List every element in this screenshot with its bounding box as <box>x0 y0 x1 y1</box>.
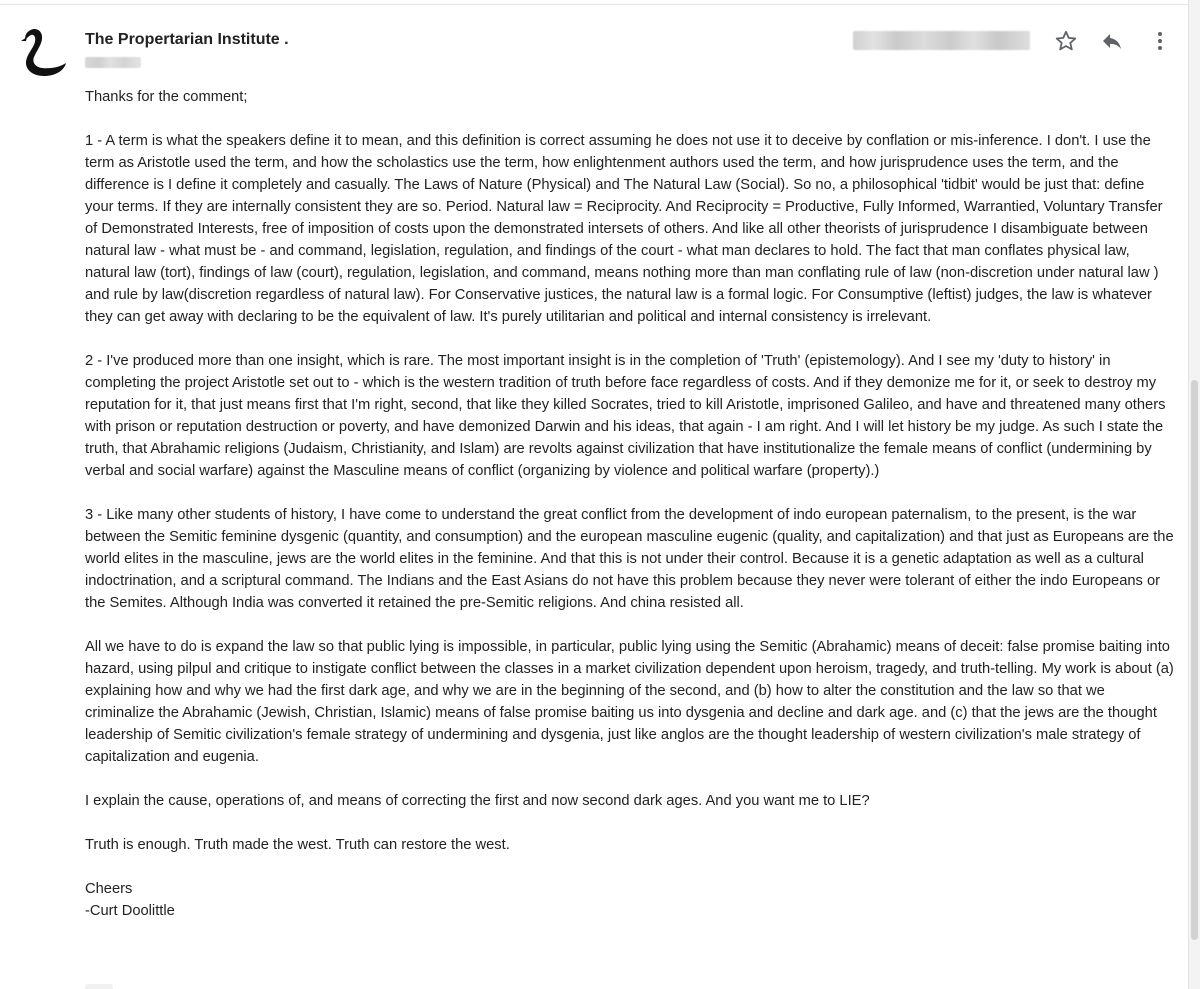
message-date-redacted <box>853 31 1030 50</box>
message-greeting: Thanks for the comment; <box>85 89 248 105</box>
message-paragraph-6: Truth is enough. Truth made the west. Truth can restore the west. <box>85 837 510 853</box>
star-button[interactable] <box>1053 28 1079 54</box>
message-paragraph-5: I explain the cause, operations of, and means of correcting the first and now second dark ages. And you want me to LIE? <box>85 793 870 809</box>
message-paragraph-3: 3 - Like many other students of history, I have come to understand the great conflict from the development of indo european paternalism, to the present, is the war between the Semitic feminine dysgenic (quantity, and consumption) and the european masculine eugenic (quality, and capitalization) and that just as Europeans are the world elites in the masculine, jews are the world elites in the feminine. And that this is not under their control. Because it is a genetic adaptation as well as a cultural indoctrination, and a scriptural command. The Indians and the East Asians do not have this problem because they never were tolerant of either the indo Europeans or the Semites. Although India was converted it retained the pre-Semitic religions. And china resisted all. <box>85 507 1174 611</box>
message-paragraph-2: 2 - I've produced more than one insight, which is rare. The most important insight is in the completion of 'Truth' (epistemology). And I see my 'duty to history' in completing the project Aristotle set out to - which is the western tradition of truth before face regardless of costs. And if they demonize me for it, or seek to destroy my reputation for it, that just means first that I'm right, second, that like they killed Socrates, tried to kill Aristotle, imprisoned Galileo, and have and threatened many others with prison or reputation destruction or poverty, and have demonized Darwin and his ideas, that again - I am right. And I will let history be my judge. As such I state the truth, that Abrahamic religions (Judaism, Christianity, and Islam) are revolts against civilization that have institutionalize the female means of conflict (undermining by verbal and social warfare) against the Masculine means of conflict (organizing by violence and political warfare (property).) <box>85 353 1166 479</box>
reply-button[interactable] <box>1099 28 1125 54</box>
message-closing: Cheers <box>85 881 133 897</box>
message-signature: -Curt Doolittle <box>85 903 175 919</box>
vertical-dots-icon <box>1148 29 1172 53</box>
star-outline-icon <box>1054 29 1078 53</box>
message-paragraph-4: All we have to do is expand the law so that public lying is impossible, in particular, public lying using the Semitic (Abrahamic) means of deceit: false promise baiting into hazard, using pilpul and critique to instigate conflict between the classes in a market civilization dependent upon heroism, tragedy, and truth-telling. My work is about (a) explaining how and why we had the first dark age, and why we are in the beginning of the second, and (b) how to alter the constitution and the law so that we criminalize the Abrahamic (Jewish, Christian, Islamic) means of false promise baiting us into dysgenia and decline and dark age. and (c) that the jews are the thought leadership of Semitic civilization's female strategy of undermining and dysgenia, just like anglos are the thought leadership of western civilization's male strategy of capitalization and eugenia. <box>85 639 1174 765</box>
trimmed-content-toggle[interactable] <box>85 984 113 989</box>
scrollbar-track[interactable] <box>1188 0 1200 989</box>
sender-name: The Propertarian Institute . <box>85 31 289 48</box>
message-paragraph-1: 1 - A term is what the speakers define it to mean, and this definition is correct assuming he does not use it to deceive by conflation or mis-inference. I don't. I use the term as Aristotle used the term, and how the scholastics use the term, how enlightenment authors used the term, and how jurisprudence uses the term, and the difference is I define it completely and casually. The Laws of Nature (Physical) and The Natural Law (Social). So no, a philosophical 'tidbit' would be just that: define your terms. If they are internally consistent they are so. Period. Natural law = Reciprocity. And Reciprocity = Productive, Fully Informed, Warrantied, Voluntary Transfer of Demonstrated Interests, free of imposition of costs upon the demonstrated intersets of others. And like all other theorists of jurisprudence I disambiguate between natural law - what must be - and command, legislation, regulation, and findings of the court - what man declares to hold. The fact that man conflates physical law, natural law (tort), findings of law (court), regulation, legislation, and command, means nothing more than man conflating rule of law (non-discretion under natural law ) and rule by law(discretion regardless of natural law). For Conservative justices, the natural law is a formal logic. For Consumptive (leftist) judges, the law is whatever they can get away with declaring to be the equivalent of law. It's purely utilitarian and political and internal consistency is irrelevant. <box>85 133 1163 325</box>
scrollbar-thumb[interactable] <box>1191 380 1198 940</box>
sender-email-redacted <box>85 57 141 68</box>
reply-arrow-icon <box>1100 29 1124 53</box>
more-options-button[interactable] <box>1147 28 1173 54</box>
message-body <box>85 86 1175 922</box>
sender-avatar[interactable] <box>20 26 70 78</box>
black-swan-icon <box>20 26 70 78</box>
top-divider <box>0 4 1188 5</box>
